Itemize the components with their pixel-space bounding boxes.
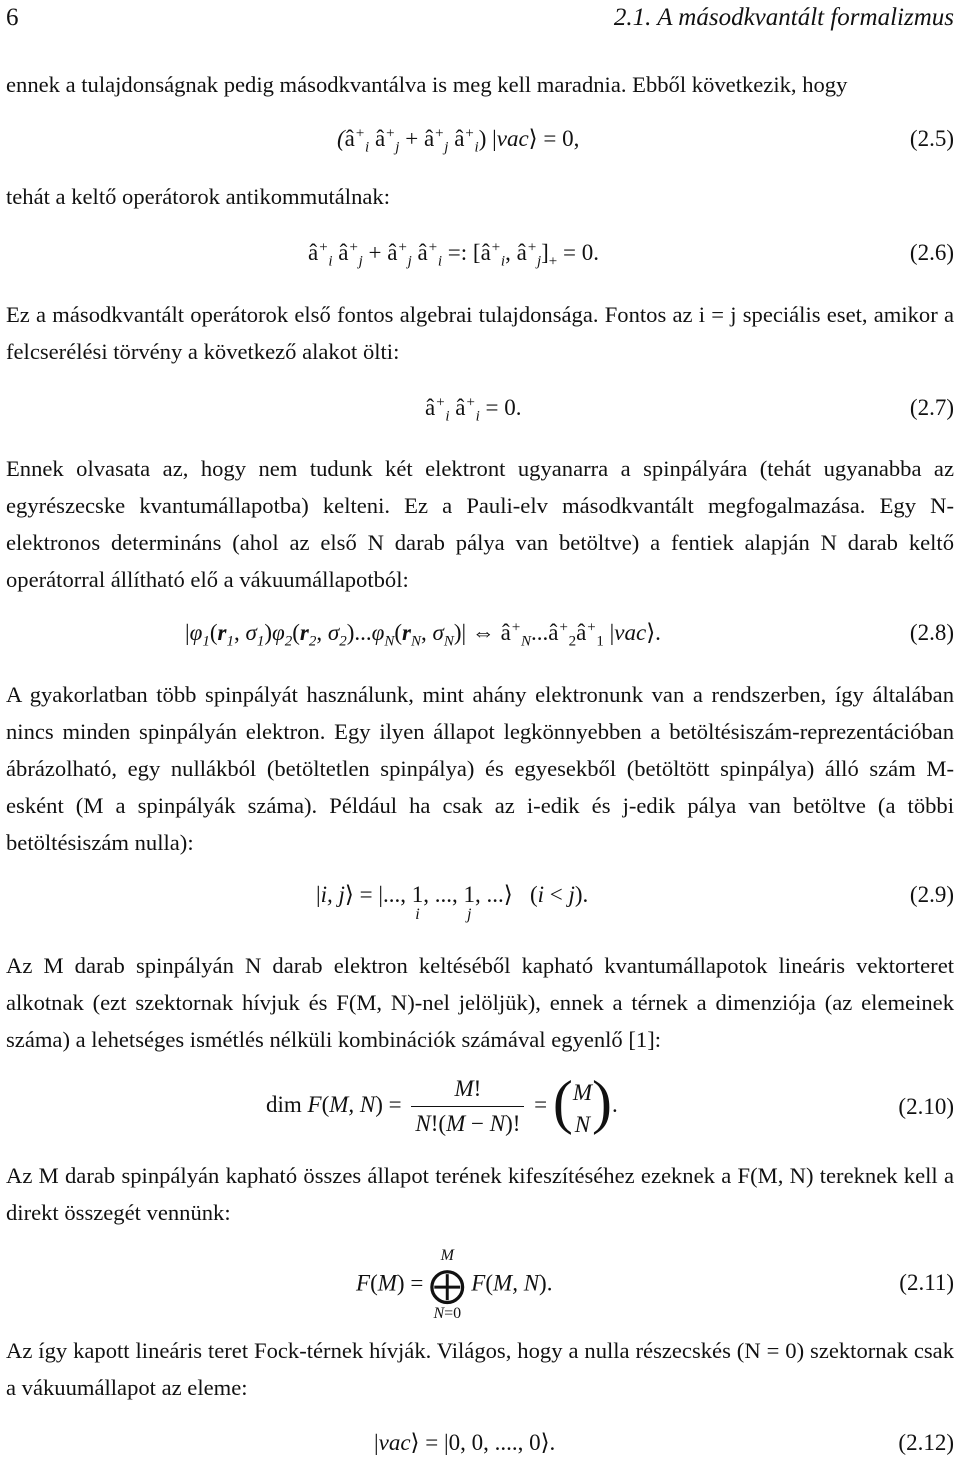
paragraph-5: A gyakorlatban több spinpályát használunk, mint ahány elektronunk van a rendszerben, így általában nincs minden spinpályán elektron. Egy ilyen állapot legkönnyebben a betöltésiszám-reprezentációban ábrázolható, egy nullákból (betöltetlen spinpálya) és egyesekből (betöltött spinpálya) álló szám M-esként (M a spinpályák száma). Például ha csak az i-edik és j-edik pálya van betöltve (a többi betöltésiszám nulla): <box>6 682 954 855</box>
paragraph-1: ennek a tulajdonságnak pedig másodkvantálva is meg kell maradnia. Ebből következik, hogy <box>6 72 848 97</box>
equation-number: (2.6) <box>909 240 954 265</box>
page-number: 6 <box>6 4 19 31</box>
equation-number: (2.12) <box>898 1430 954 1455</box>
paragraph-8: Az így kapott lineáris teret Fock-térnek hívják. Világos, hogy a nulla részecskés (N = 0) szektornak csak a vákuumállapot az eleme: <box>6 1338 954 1400</box>
paragraph-7: Az M darab spinpályán kapható összes állapot terének kifeszítéséhez ezeknek a F(M, N) tereknek kell a direkt összegét vennünk: <box>6 1163 954 1225</box>
equation-number: (2.9) <box>909 882 954 907</box>
paragraph-3: Ez a másodkvantált operátorok első fontos algebrai tulajdonsága. Fontos az i = j speciális eset, amikor a felcserélési törvény a következő alakot ölti: <box>6 302 954 364</box>
paragraph-2: tehát a keltő operátorok antikommutálnak: <box>6 184 390 209</box>
page-header <box>6 4 954 34</box>
paragraph-6: Az M darab spinpályán N darab elektron keltéséből kapható kvantumállapotok lineáris vektorteret alkotnak (ezt szektornak hívjuk és F(M, N)-nel jelöljük), ennek a térnek a dimenziója (az elemeinek száma) a lehetséges ismétlés nélküli kombinációk számával egyenlő [1]: <box>6 953 954 1052</box>
equation-number: (2.8) <box>909 620 954 645</box>
section-title: 2.1. A másodkvantált formalizmus <box>613 4 954 31</box>
equation-number: (2.5) <box>909 126 954 151</box>
paragraph-4: Ennek olvasata az, hogy nem tudunk két elektront ugyanarra a spinpályára (tehát ugyanabba az egyrészecske kvantumállapotba) kelteni. Ez a Pauli-elv másodkvantált megfogalmazása. Egy N-elektronos determináns (ahol az első N darab pálya van betöltve) a fentiek alapján N darab keltő operátorral állítható elő a vákuumállapotból: <box>6 456 954 592</box>
equation-number: (2.10) <box>898 1094 954 1119</box>
equation-number: (2.7) <box>909 395 954 420</box>
equation-number: (2.11) <box>899 1270 954 1295</box>
